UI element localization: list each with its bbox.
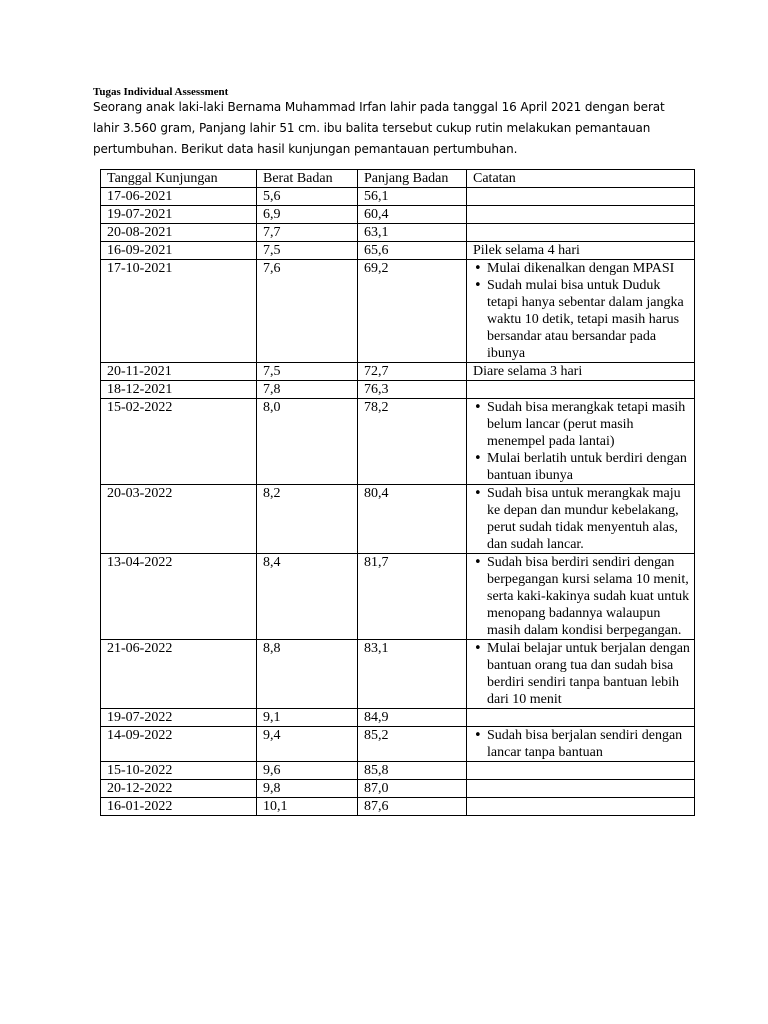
weight-cell: 8,2 [257,485,358,554]
visit-date-cell: 17-06-2021 [101,188,257,206]
visit-date-cell: 17-10-2021 [101,260,257,363]
notes-cell [467,381,695,399]
notes-cell [467,399,695,485]
table-row [101,762,695,780]
table-row [101,780,695,798]
length-cell: 85,2 [358,727,467,762]
header-weight: Berat Badan [257,170,358,188]
notes-cell [467,188,695,206]
length-cell: 87,6 [358,798,467,816]
notes-list [473,640,694,708]
notes-list-item: • Sudah bisa berjalan sendiri dengan lancar tanpa bantuan [473,727,690,761]
weight-cell: 7,7 [257,224,358,242]
notes-list-item: • Mulai dikenalkan dengan MPASI [473,260,690,277]
header-date: Tanggal Kunjungan [101,170,257,188]
notes-text: Pilek selama 4 hari [473,243,580,258]
notes-cell [467,780,695,798]
notes-cell [467,709,695,727]
table-row [101,727,695,762]
notes-cell [467,762,695,780]
notes-cell [467,363,695,381]
visit-date-cell: 20-03-2022 [101,485,257,554]
table-row [101,485,695,554]
notes-list [473,727,694,761]
visit-date-cell: 16-01-2022 [101,798,257,816]
visit-date-cell: 14-09-2022 [101,727,257,762]
visit-date-cell: 20-11-2021 [101,363,257,381]
visit-date-cell: 21-06-2022 [101,640,257,709]
length-cell: 72,7 [358,363,467,381]
weight-cell: 9,1 [257,709,358,727]
document-title: Tugas Individual Assessment [93,86,229,98]
notes-cell [467,242,695,260]
visit-date-cell: 19-07-2022 [101,709,257,727]
weight-cell: 10,1 [257,798,358,816]
notes-cell [467,727,695,762]
table-body [101,188,695,816]
intro-paragraph: Seorang anak laki-laki Bernama Muhammad Irfan lahir pada tanggal 16 April 2021 dengan berat lahir 3.560 gram, Panjang lahir 51 cm. ibu balita tersebut cukup rutin melakukan pemantauan pertumbuhan. Berikut data hasil kunjungan pemantauan pertumbuhan. [93,100,665,156]
notes-cell [467,640,695,709]
length-cell: 83,1 [358,640,467,709]
table-row [101,188,695,206]
visit-date-cell: 16-09-2021 [101,242,257,260]
header-notes: Catatan [467,170,695,188]
visit-date-cell: 19-07-2021 [101,206,257,224]
weight-cell: 6,9 [257,206,358,224]
notes-list [473,399,694,484]
notes-list-item: • Sudah bisa untuk merangkak maju ke depan dan mundur kebelakang, perut sudah tidak menyentuh alas, dan sudah lancar. [473,485,690,553]
length-cell: 81,7 [358,554,467,640]
notes-list-item: • Sudah bisa merangkak tetapi masih belum lancar (perut masih menempel pada lantai) [473,399,690,450]
length-cell: 85,8 [358,762,467,780]
visit-date-cell: 15-10-2022 [101,762,257,780]
table-row [101,224,695,242]
notes-list-item: • Sudah mulai bisa untuk Duduk tetapi hanya sebentar dalam jangka waktu 10 detik, tetapi masih harus bersandar atau bersandar pada ibunya [473,277,690,362]
table-row [101,363,695,381]
notes-list-item: • Mulai belajar untuk berjalan dengan bantuan orang tua dan sudah bisa berdiri sendiri tanpa bantuan lebih dari 10 menit [473,640,690,708]
weight-cell: 8,0 [257,399,358,485]
visit-date-cell: 18-12-2021 [101,381,257,399]
table-row [101,640,695,709]
visit-date-cell: 15-02-2022 [101,399,257,485]
visit-date-cell: 20-08-2021 [101,224,257,242]
table-row [101,554,695,640]
length-cell: 87,0 [358,780,467,798]
table-header-row [101,170,695,188]
length-cell: 80,4 [358,485,467,554]
table-row [101,399,695,485]
table-row [101,206,695,224]
length-cell: 56,1 [358,188,467,206]
table-row [101,242,695,260]
length-cell: 65,6 [358,242,467,260]
length-cell: 60,4 [358,206,467,224]
weight-cell: 5,6 [257,188,358,206]
header-length: Panjang Badan [358,170,467,188]
weight-cell: 9,6 [257,762,358,780]
length-cell: 76,3 [358,381,467,399]
visit-date-cell: 13-04-2022 [101,554,257,640]
notes-cell [467,485,695,554]
length-cell: 84,9 [358,709,467,727]
table-row [101,260,695,363]
length-cell: 69,2 [358,260,467,363]
weight-cell: 7,5 [257,363,358,381]
length-cell: 63,1 [358,224,467,242]
notes-cell [467,554,695,640]
weight-cell: 7,8 [257,381,358,399]
notes-list [473,485,694,553]
notes-list-item: • Sudah bisa berdiri sendiri dengan berpegangan kursi selama 10 menit, serta kaki-kakinya sudah kuat untuk menopang badannya walaupun masih dalam kondisi berpegangan. [473,554,690,639]
weight-cell: 9,8 [257,780,358,798]
notes-cell [467,206,695,224]
notes-list-item: • Mulai berlatih untuk berdiri dengan bantuan ibunya [473,450,690,484]
notes-text: Diare selama 3 hari [473,364,583,379]
weight-cell: 7,5 [257,242,358,260]
growth-table [100,169,695,816]
visit-date-cell: 20-12-2022 [101,780,257,798]
notes-list [473,554,694,639]
length-cell: 78,2 [358,399,467,485]
table-row [101,709,695,727]
notes-cell [467,260,695,363]
table-row [101,381,695,399]
notes-cell [467,798,695,816]
weight-cell: 7,6 [257,260,358,363]
notes-cell [467,224,695,242]
notes-list [473,260,694,362]
weight-cell: 8,8 [257,640,358,709]
weight-cell: 8,4 [257,554,358,640]
table-row [101,798,695,816]
weight-cell: 9,4 [257,727,358,762]
